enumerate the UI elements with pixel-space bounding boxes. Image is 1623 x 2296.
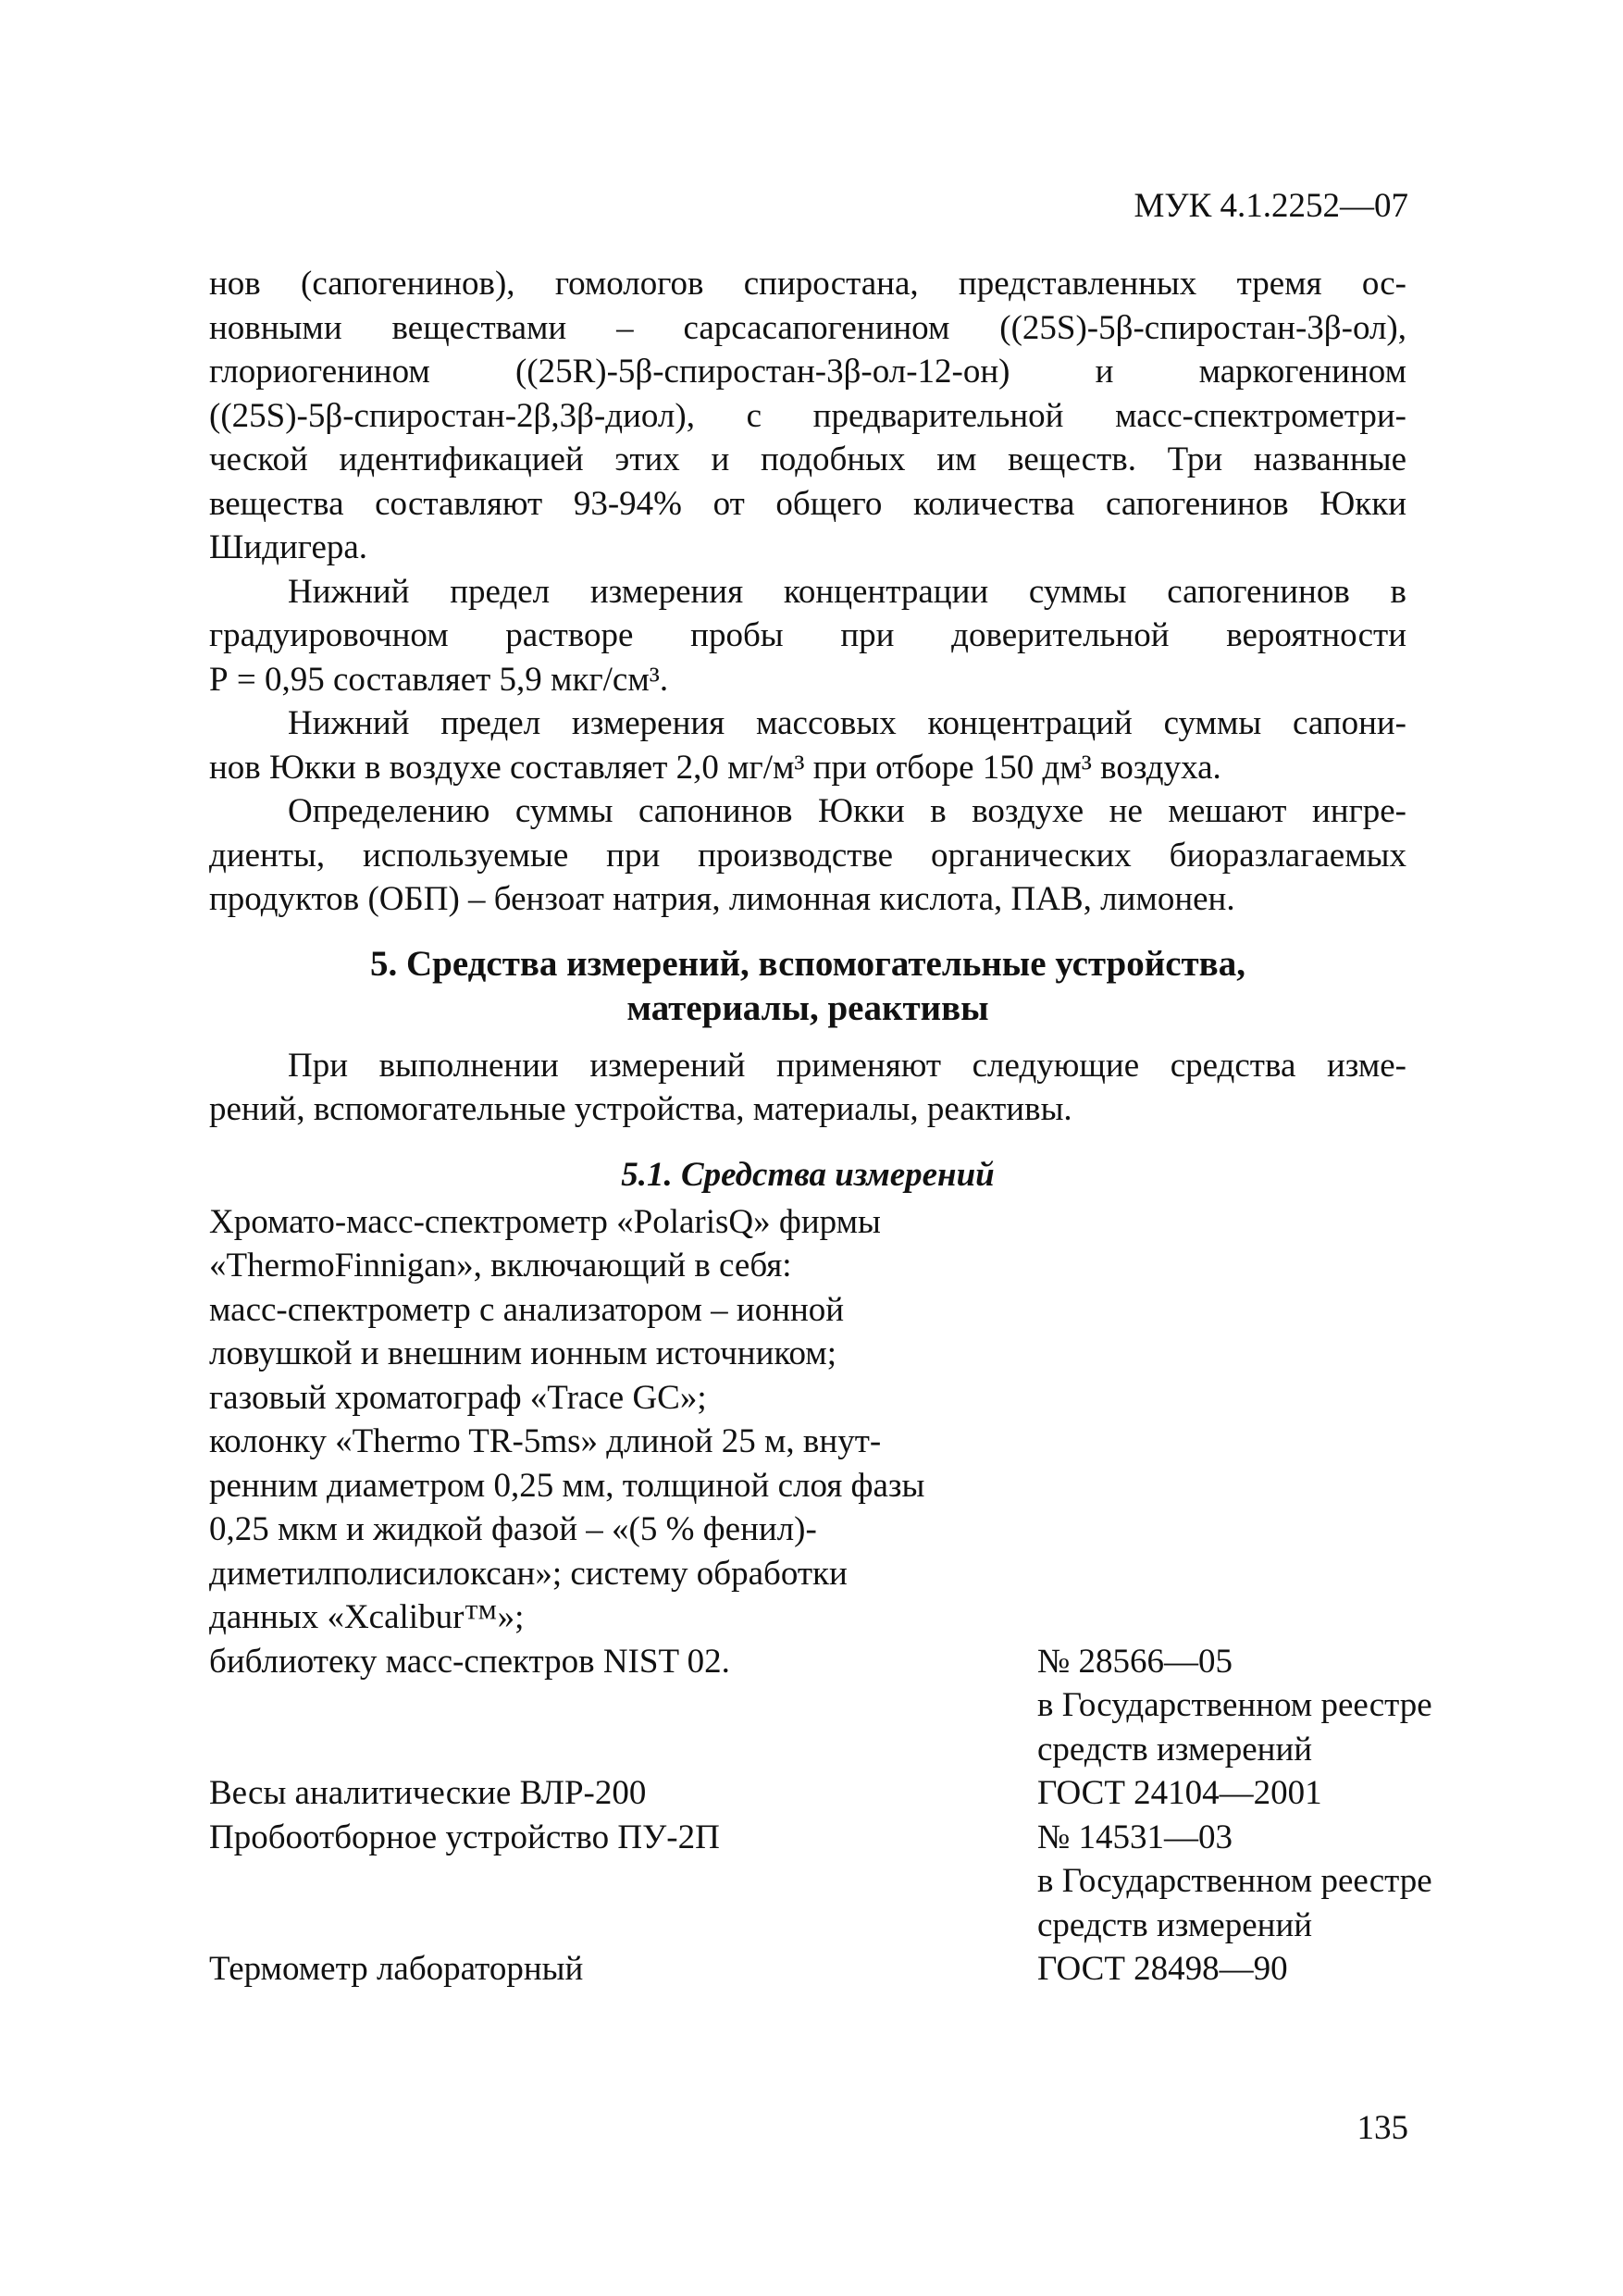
text-line: ческой идентификацией этих и подобных им веществ. Три названные [209, 441, 1406, 478]
text-line: № 14531—03 [1037, 1818, 1233, 1856]
equipment-row [209, 1947, 1406, 1992]
equipment-row [209, 1771, 1406, 1816]
text-line: Хромато-масс-спектрометр «PolarisQ» фирмы [209, 1202, 881, 1241]
text-line: ловушкой и внешним ионным источником; [209, 1334, 836, 1372]
text-line: в Государственном реестре [1037, 1862, 1432, 1900]
text-line: 0,25 мкм и жидкой фазой – «(5 % фенил)- [209, 1510, 817, 1548]
page-number: 135 [1357, 2109, 1408, 2147]
text-line: колонку «Thermo TR-5ms» длиной 25 м, внут- [209, 1422, 882, 1460]
text-line: При выполнении измерений применяют следующие средства изме- [288, 1046, 1406, 1085]
text-line: Термометр лабораторный [209, 1950, 584, 1988]
subsection-5-1-heading: 5.1. Средства измерений [621, 1155, 995, 1194]
text-line: Весы аналитические ВЛР-200 [209, 1774, 647, 1812]
text-line: ((25S)-5β-спиростан-2β,3β-диол), с предварительной масс-спектрометри- [209, 396, 1406, 435]
equipment-name [209, 1816, 1037, 1860]
equipment-name [209, 1771, 1037, 1816]
document-code-header: МУК 4.1.2252—07 [1134, 187, 1408, 225]
text-line: Р = 0,95 составляет 5,9 мкг/см³. [209, 660, 669, 699]
text-line: Шидигера. [209, 528, 368, 566]
section-5-heading [209, 942, 1406, 1031]
text-line: нов Юкки в воздухе составляет 2,0 мг/м³ при отборе 150 дм³ воздуха. [209, 748, 1221, 787]
text-line: ГОСТ 24104—2001 [1037, 1774, 1322, 1812]
text-line: рений, вспомогательные устройства, материалы, реактивы. [209, 1090, 1072, 1128]
text-line: № 28566—05 [1037, 1642, 1233, 1681]
text-line: в Государственном реестре [1037, 1686, 1432, 1724]
text-line: продуктов (ОБП) – бензоат натрия, лимонная кислота, ПАВ, лимонен. [209, 880, 1235, 918]
paragraph-interference [209, 789, 1406, 922]
text-line: Пробоотборное устройство ПУ-2П [209, 1818, 720, 1856]
text-line: газовый хроматограф «Trace GC»; [209, 1378, 707, 1417]
text-line: глориогенином ((25R)-5β-спиростан-3β-ол-12-он) и маркогенином [209, 353, 1406, 391]
text-line: диенты, используемые при производстве органических биоразлагаемых [209, 836, 1406, 875]
text-line: Определению суммы сапонинов Юкки в воздухе не мешают ингре- [288, 792, 1406, 830]
text-line: Нижний предел измерения массовых концентраций суммы сапони- [288, 704, 1406, 742]
section-5-intro [209, 1044, 1406, 1132]
equipment-registration [1037, 1771, 1406, 1816]
section-5-heading-line-1: 5. Средства измерений, вспомогательные устройства, [370, 943, 1245, 984]
text-line: ГОСТ 28498—90 [1037, 1950, 1288, 1988]
text-line: Нижний предел измерения концентрации суммы сапогенинов в [288, 572, 1406, 611]
text-line: градуировочном растворе пробы при доверительной вероятности [209, 616, 1406, 654]
text-line: диметилполисилоксан»; систему обработки [209, 1554, 848, 1593]
paragraph-sapogenins [209, 262, 1406, 570]
equipment-row [209, 1640, 1432, 1772]
equipment-name [209, 1200, 1037, 1640]
equipment-name [209, 1640, 1037, 1684]
text-line: «ThermoFinnigan», включающий в себя: [209, 1247, 792, 1285]
equipment-row [209, 1200, 1406, 1640]
text-line: библиотеку масс-спектров NIST 02. [209, 1642, 730, 1681]
text-line: масс-спектрометр с анализатором – ионной [209, 1290, 845, 1329]
equipment-registration [1037, 1947, 1406, 1992]
equipment-registration [1037, 1816, 1432, 1948]
text-line: вещества составляют 93-94% от общего количества сапогенинов Юкки [209, 484, 1406, 523]
text-line: новными веществами – сарсасапогенином ((25S)-5β-спиростан-3β-ол), [209, 308, 1406, 347]
equipment-registration [1037, 1640, 1432, 1772]
text-line: данных «Xcalibur™»; [209, 1598, 525, 1636]
paragraph-lower-limit-solution [209, 570, 1406, 702]
equipment-row [209, 1816, 1432, 1948]
equipment-list [209, 1200, 1432, 1992]
paragraph-lower-limit-air [209, 701, 1406, 789]
text-line: средств измерений [1037, 1905, 1313, 1944]
text-line: средств измерений [1037, 1730, 1313, 1769]
text-line: нов (сапогенинов), гомологов спиростана, представленных тремя ос- [209, 265, 1406, 303]
section-5-heading-line-2: материалы, реактивы [626, 987, 989, 1028]
equipment-name [209, 1947, 1037, 1992]
page-body [209, 262, 1432, 1992]
text-line: ренним диаметром 0,25 мм, толщиной слоя фазы [209, 1466, 925, 1505]
